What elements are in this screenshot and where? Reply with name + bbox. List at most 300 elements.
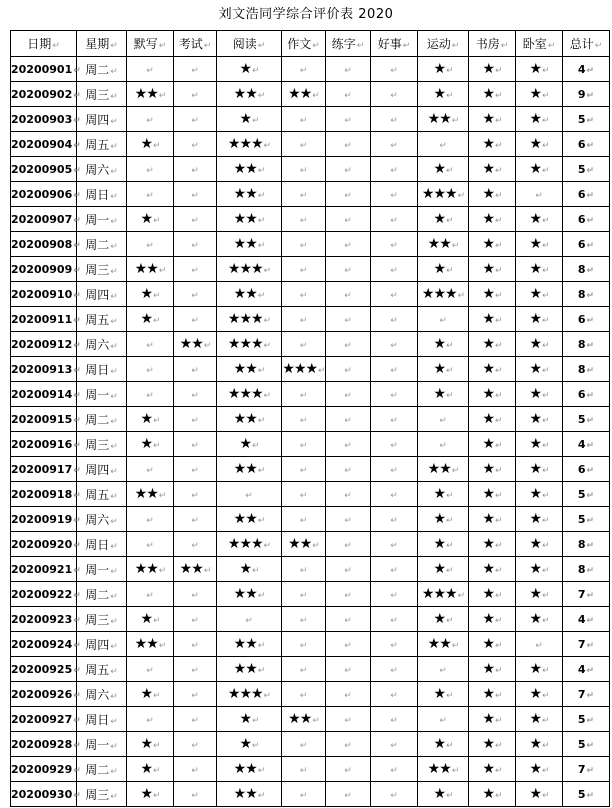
total-value: 8: [577, 537, 586, 551]
return-mark: ↵: [110, 516, 118, 527]
return-mark: ↵: [495, 791, 502, 801]
return-mark: ↵: [110, 91, 118, 102]
star-cell: [282, 282, 326, 307]
return-mark: ↵: [153, 616, 160, 626]
star-cell: [469, 607, 516, 632]
return-mark: ↵: [263, 341, 271, 351]
return-mark: ↵: [191, 591, 199, 601]
return-mark: ↵: [299, 641, 308, 651]
star-cell: [326, 507, 371, 532]
table-row: [11, 457, 610, 482]
table-row: [11, 57, 610, 82]
total-cell: [563, 57, 610, 82]
column-header: [418, 31, 469, 57]
weekday-cell: [77, 757, 127, 782]
date-value: 20200925: [11, 662, 73, 676]
return-mark: ↵: [586, 715, 595, 726]
date-value: 20200908: [11, 237, 73, 251]
total-value: 7: [577, 587, 586, 601]
return-mark: ↵: [390, 191, 398, 201]
return-mark: ↵: [146, 241, 154, 251]
star-cell: [326, 457, 371, 482]
column-header-label: 阅读: [232, 37, 257, 51]
table-row: [11, 607, 610, 632]
return-mark: ↵: [153, 316, 160, 326]
weekday-cell: [77, 282, 127, 307]
weekday-cell: [77, 532, 127, 557]
date-cell: [11, 107, 81, 132]
table-row: [11, 407, 610, 432]
star-cell: [469, 382, 516, 407]
total-cell: [563, 257, 610, 282]
return-mark: ↵: [495, 641, 502, 651]
return-mark: ↵: [153, 141, 160, 151]
total-cell: [563, 282, 610, 307]
return-mark: ↵: [252, 716, 259, 726]
return-mark: ↵: [110, 391, 118, 402]
star-icon: ★: [529, 386, 541, 402]
star-icon: ★: [433, 486, 445, 502]
weekday-cell: [77, 307, 127, 332]
return-mark: ↵: [495, 66, 502, 76]
star-cell: [217, 532, 282, 557]
star-icon: ★: [482, 336, 494, 352]
star-cell: [217, 332, 282, 357]
return-mark: ↵: [542, 266, 549, 276]
return-mark: ↵: [344, 491, 352, 501]
weekday-cell: [77, 607, 127, 632]
star-cell: [127, 82, 174, 107]
column-header-label: 书房: [475, 37, 500, 51]
star-icon: ★: [529, 736, 541, 752]
return-mark: ↵: [542, 591, 549, 601]
date-value: 20200920: [11, 537, 73, 551]
return-mark: ↵: [191, 391, 199, 401]
star-cell: [516, 282, 563, 307]
return-mark: ↵: [191, 191, 199, 201]
date-value: 20200930: [11, 787, 73, 801]
star-icon: ★: [482, 236, 494, 252]
star-cell: [469, 732, 516, 757]
star-cell: [127, 682, 174, 707]
return-mark: ↵: [110, 241, 118, 252]
return-mark: ↵: [390, 566, 398, 576]
return-mark: ↵: [439, 316, 447, 326]
total-value: 5: [577, 487, 586, 501]
star-icon: ★: [482, 186, 494, 202]
total-cell: [563, 532, 610, 557]
star-icon: ★: [482, 461, 494, 477]
return-mark: ↵: [146, 516, 154, 526]
star-cell: [217, 132, 282, 157]
date-cell: [11, 382, 81, 407]
return-mark: ↵: [73, 740, 81, 751]
star-icon: ★★: [179, 336, 203, 352]
column-header-label: 好事: [377, 37, 402, 51]
return-mark: ↵: [257, 791, 265, 801]
total-value: 5: [577, 112, 586, 126]
return-mark: ↵: [191, 766, 199, 776]
return-mark: ↵: [586, 65, 595, 76]
star-icon: ★: [529, 61, 541, 77]
return-mark: ↵: [495, 766, 502, 776]
return-mark: ↵: [73, 240, 81, 251]
return-mark: ↵: [73, 440, 81, 451]
return-mark: ↵: [586, 790, 595, 801]
total-cell: [563, 632, 610, 657]
return-mark: ↵: [495, 491, 502, 501]
return-mark: ↵: [586, 740, 595, 751]
return-mark: ↵: [344, 466, 352, 476]
star-cell: [127, 607, 174, 632]
star-cell: [127, 532, 174, 557]
star-cell: [469, 582, 516, 607]
star-cell: [217, 407, 282, 432]
star-cell: [516, 257, 563, 282]
star-cell: [469, 282, 516, 307]
star-cell: [371, 232, 418, 257]
star-cell: [326, 657, 371, 682]
weekday-cell: [77, 207, 127, 232]
star-cell: [469, 257, 516, 282]
date-cell: [11, 357, 81, 382]
return-mark: ↵: [153, 291, 160, 301]
star-cell: [127, 107, 174, 132]
star-icon: ★: [482, 761, 494, 777]
star-cell: [217, 382, 282, 407]
return-mark: ↵: [542, 91, 549, 101]
return-mark: ↵: [446, 516, 453, 526]
star-cell: [174, 657, 217, 682]
return-mark: ↵: [390, 416, 398, 426]
star-cell: [469, 707, 516, 732]
return-mark: ↵: [73, 565, 81, 576]
star-icon: ★: [529, 661, 541, 677]
return-mark: ↵: [153, 416, 160, 426]
return-mark: ↵: [542, 766, 549, 776]
return-mark: ↵: [110, 266, 118, 277]
star-icon: ★: [482, 111, 494, 127]
return-mark: ↵: [344, 516, 352, 526]
star-icon: ★★: [427, 636, 451, 652]
date-value: 20200924: [11, 637, 73, 651]
star-icon: ★: [140, 736, 152, 752]
star-cell: [217, 557, 282, 582]
return-mark: ↵: [535, 191, 543, 201]
star-icon: ★: [239, 61, 251, 77]
return-mark: ↵: [344, 391, 352, 401]
return-mark: ↵: [344, 116, 352, 126]
star-cell: [217, 107, 282, 132]
return-mark: ↵: [73, 265, 81, 276]
return-mark: ↵: [191, 141, 199, 151]
return-mark: ↵: [586, 365, 595, 376]
return-mark: ↵: [191, 691, 199, 701]
star-icon: ★: [482, 561, 494, 577]
return-mark: ↵: [446, 741, 453, 751]
star-cell: [469, 432, 516, 457]
weekday-cell: [77, 182, 127, 207]
star-icon: ★: [529, 311, 541, 327]
return-mark: ↵: [158, 641, 166, 651]
return-mark: ↵: [390, 116, 398, 126]
star-cell: [418, 482, 469, 507]
star-icon: ★: [482, 386, 494, 402]
total-cell: [563, 182, 610, 207]
star-cell: [326, 332, 371, 357]
star-icon: ★★: [134, 561, 158, 577]
star-cell: [326, 307, 371, 332]
return-mark: ↵: [191, 91, 199, 101]
weekday-cell: [77, 382, 127, 407]
return-mark: ↵: [586, 765, 595, 776]
star-icon: ★: [140, 611, 152, 627]
return-mark: ↵: [110, 291, 118, 302]
return-mark: ↵: [344, 591, 352, 601]
return-mark: ↵: [146, 541, 154, 551]
return-mark: ↵: [110, 366, 118, 377]
star-icon: ★★★: [227, 686, 263, 702]
date-cell: [11, 57, 81, 82]
star-cell: [469, 657, 516, 682]
star-cell: [326, 432, 371, 457]
return-mark: ↵: [257, 591, 265, 601]
star-icon: ★★★: [227, 386, 263, 402]
star-icon: ★: [239, 711, 251, 727]
star-cell: [418, 307, 469, 332]
star-icon: ★★★: [421, 286, 457, 302]
star-cell: [418, 682, 469, 707]
date-value: 20200917: [11, 462, 73, 476]
star-cell: [516, 407, 563, 432]
star-cell: [469, 207, 516, 232]
return-mark: ↵: [495, 666, 502, 676]
return-mark: ↵: [586, 340, 595, 351]
total-value: 7: [577, 687, 586, 701]
star-cell: [418, 432, 469, 457]
return-mark: ↵: [245, 616, 253, 626]
star-icon: ★: [529, 336, 541, 352]
total-value: 6: [577, 187, 586, 201]
table-row: [11, 357, 610, 382]
star-icon: ★★: [233, 461, 257, 477]
total-cell: [563, 607, 610, 632]
star-cell: [174, 632, 217, 657]
return-mark: ↵: [158, 266, 166, 276]
star-cell: [282, 132, 326, 157]
return-mark: ↵: [451, 766, 459, 776]
return-mark: ↵: [110, 41, 118, 51]
star-cell: [469, 307, 516, 332]
return-mark: ↵: [495, 166, 502, 176]
return-mark: ↵: [439, 716, 447, 726]
return-mark: ↵: [146, 391, 154, 401]
star-cell: [516, 82, 563, 107]
total-value: 8: [577, 287, 586, 301]
return-mark: ↵: [153, 441, 160, 451]
date-value: 20200923: [11, 612, 73, 626]
star-cell: [418, 532, 469, 557]
return-mark: ↵: [73, 115, 81, 126]
star-cell: [326, 182, 371, 207]
star-cell: [418, 57, 469, 82]
star-cell: [516, 657, 563, 682]
star-icon: ★★: [233, 236, 257, 252]
star-cell: [282, 682, 326, 707]
star-icon: ★: [239, 111, 251, 127]
return-mark: ↵: [495, 241, 502, 251]
table-row: [11, 757, 610, 782]
date-value: 20200907: [11, 212, 73, 226]
return-mark: ↵: [586, 115, 595, 126]
return-mark: ↵: [257, 166, 265, 176]
star-icon: ★: [529, 711, 541, 727]
weekday-cell: [77, 682, 127, 707]
star-cell: [282, 82, 326, 107]
star-cell: [282, 332, 326, 357]
total-cell: [563, 307, 610, 332]
column-header-label: 作文: [287, 37, 312, 51]
star-cell: [469, 782, 516, 807]
return-mark: ↵: [73, 290, 81, 301]
date-value: 20200906: [11, 187, 73, 201]
total-cell: [563, 132, 610, 157]
table-row: [11, 282, 610, 307]
star-cell: [371, 757, 418, 782]
star-cell: [516, 132, 563, 157]
return-mark: ↵: [390, 366, 398, 376]
star-cell: [174, 507, 217, 532]
star-icon: ★: [482, 711, 494, 727]
star-icon: ★★: [233, 161, 257, 177]
star-cell: [418, 457, 469, 482]
star-cell: [217, 232, 282, 257]
weekday-cell: [77, 432, 127, 457]
star-cell: [371, 107, 418, 132]
return-mark: ↵: [299, 666, 308, 676]
column-header: [326, 31, 371, 57]
column-header-label: 总计: [569, 37, 594, 51]
star-cell: [371, 132, 418, 157]
return-mark: ↵: [446, 266, 453, 276]
star-cell: [282, 432, 326, 457]
star-cell: [282, 757, 326, 782]
star-cell: [516, 457, 563, 482]
star-cell: [174, 82, 217, 107]
weekday-value: 周二: [85, 762, 110, 777]
return-mark: ↵: [257, 91, 265, 101]
star-icon: ★★: [134, 486, 158, 502]
total-value: 9: [577, 87, 586, 101]
return-mark: ↵: [542, 791, 549, 801]
table-row: [11, 82, 610, 107]
weekday-cell: [77, 257, 127, 282]
return-mark: ↵: [495, 591, 502, 601]
weekday-cell: [77, 232, 127, 257]
star-cell: [282, 782, 326, 807]
column-header: [516, 31, 563, 57]
return-mark: ↵: [542, 141, 549, 151]
return-mark: ↵: [390, 391, 398, 401]
star-cell: [174, 332, 217, 357]
column-header: [563, 31, 610, 57]
return-mark: ↵: [299, 741, 308, 751]
star-cell: [418, 282, 469, 307]
total-cell: [563, 457, 610, 482]
return-mark: ↵: [73, 640, 81, 651]
total-value: 5: [577, 737, 586, 751]
date-value: 20200921: [11, 562, 73, 576]
weekday-cell: [77, 332, 127, 357]
return-mark: ↵: [586, 315, 595, 326]
star-cell: [127, 382, 174, 407]
return-mark: ↵: [73, 90, 81, 101]
star-cell: [418, 182, 469, 207]
return-mark: ↵: [439, 141, 447, 151]
weekday-value: 周四: [85, 637, 110, 652]
star-cell: [127, 482, 174, 507]
return-mark: ↵: [299, 391, 308, 401]
star-cell: [516, 632, 563, 657]
star-cell: [127, 582, 174, 607]
return-mark: ↵: [110, 566, 118, 577]
star-cell: [282, 457, 326, 482]
star-cell: [326, 207, 371, 232]
return-mark: ↵: [495, 316, 502, 326]
header-row: [11, 31, 610, 57]
star-icon: ★: [482, 311, 494, 327]
return-mark: ↵: [542, 241, 549, 251]
star-icon: ★: [140, 311, 152, 327]
star-icon: ★: [482, 736, 494, 752]
return-mark: ↵: [252, 116, 259, 126]
star-cell: [282, 632, 326, 657]
return-mark: ↵: [110, 541, 118, 552]
return-mark: ↵: [495, 541, 502, 551]
star-cell: [174, 707, 217, 732]
star-cell: [418, 382, 469, 407]
return-mark: ↵: [257, 466, 265, 476]
star-cell: [282, 307, 326, 332]
total-value: 8: [577, 262, 586, 276]
star-icon: ★★★: [227, 311, 263, 327]
star-cell: [174, 257, 217, 282]
star-icon: ★: [482, 86, 494, 102]
return-mark: ↵: [344, 191, 352, 201]
star-cell: [326, 232, 371, 257]
table-row: [11, 582, 610, 607]
return-mark: ↵: [446, 91, 453, 101]
return-mark: ↵: [344, 166, 352, 176]
return-mark: ↵: [110, 66, 118, 77]
return-mark: ↵: [390, 91, 398, 101]
return-mark: ↵: [299, 466, 308, 476]
return-mark: ↵: [191, 516, 199, 526]
return-mark: ↵: [586, 90, 595, 101]
return-mark: ↵: [299, 341, 308, 351]
star-icon: ★: [482, 136, 494, 152]
star-cell: [371, 332, 418, 357]
star-icon: ★: [529, 611, 541, 627]
return-mark: ↵: [73, 390, 81, 401]
date-cell: [11, 507, 81, 532]
return-mark: ↵: [594, 41, 603, 51]
star-icon: ★: [433, 536, 445, 552]
return-mark: ↵: [299, 791, 308, 801]
return-mark: ↵: [542, 291, 549, 301]
column-header: [174, 31, 217, 57]
star-cell: [326, 107, 371, 132]
